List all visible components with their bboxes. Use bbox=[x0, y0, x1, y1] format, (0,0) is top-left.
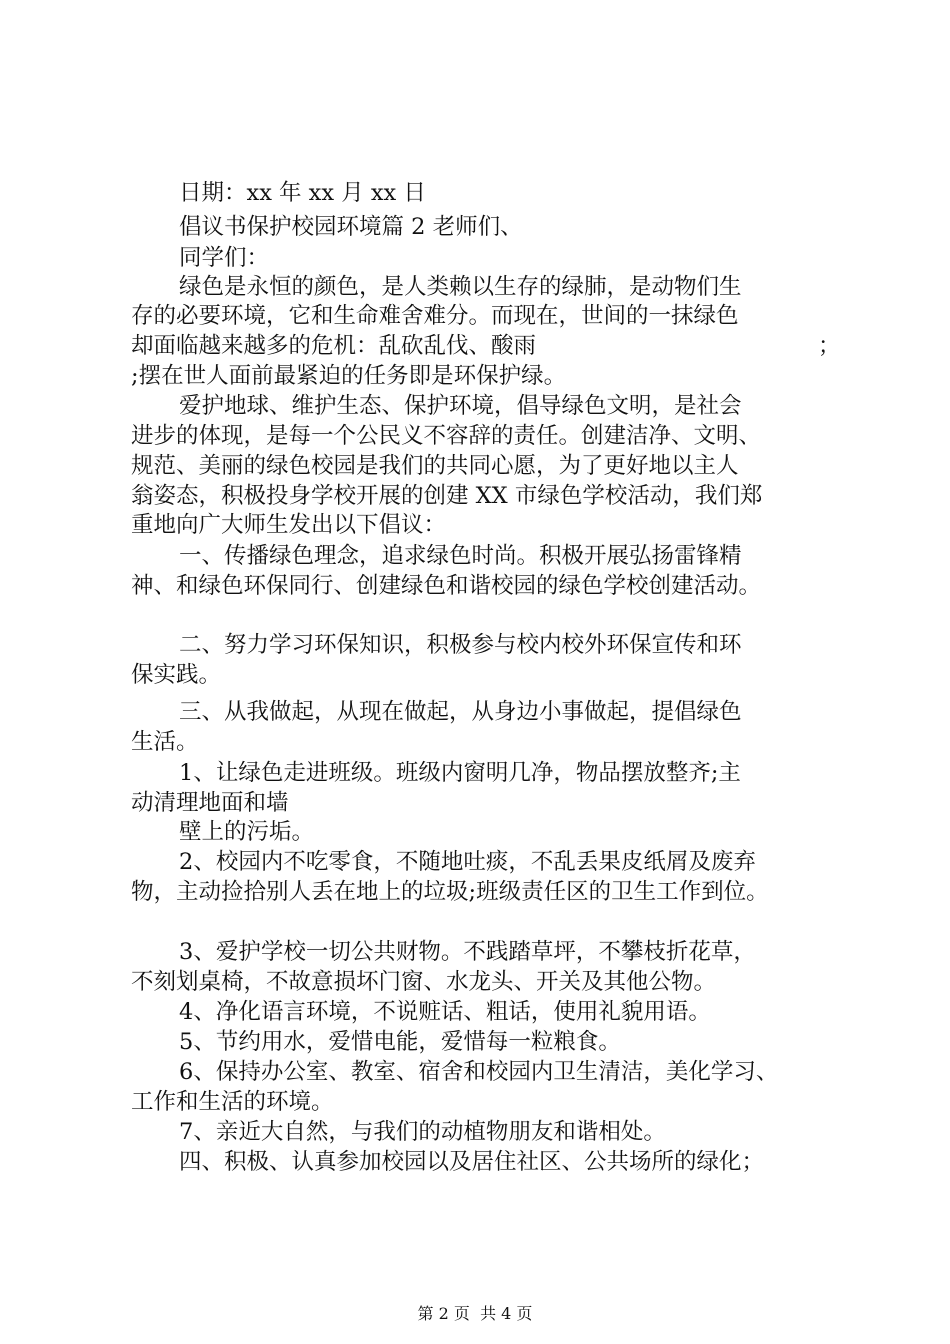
paragraph-line: 4、净化语言环境，不说赃话、粗话，使用礼貌用语。 bbox=[179, 999, 711, 1025]
paragraph-line: 5、节约用水，爱惜电能，爱惜每一粒粮食。 bbox=[179, 1029, 621, 1055]
paragraph-line: 2、校园内不吃零食，不随地吐痰，不乱丢果皮纸屑及废弃 bbox=[179, 849, 756, 875]
title-line: 倡议书保护校园环境篇 2 老师们、 bbox=[179, 214, 523, 240]
paragraph-line: 存的必要环境，它和生命难舍难分。而现在，世间的一抹绿色 bbox=[131, 303, 739, 329]
paragraph-line: 1、让绿色走进班级。班级内窗明几净，物品摆放整齐;主 bbox=[179, 760, 741, 786]
paragraph-line: 7、亲近大自然，与我们的动植物朋友和谐相处。 bbox=[179, 1119, 666, 1145]
paragraph-line: 保实践。 bbox=[131, 662, 222, 688]
paragraph-line: 规范、美丽的绿色校园是我们的共同心愿，为了更好地以主人 bbox=[131, 453, 739, 479]
paragraph-line: ； bbox=[818, 333, 841, 359]
paragraph-line: 翁姿态，积极投身学校开展的创建 XX 市绿色学校活动，我们郑 bbox=[131, 483, 763, 509]
date-line: 日期：xx 年 xx 月 xx 日 bbox=[179, 180, 426, 206]
paragraph-line: 不刻划桌椅，不故意损坏门窗、水龙头、开关及其他公物。 bbox=[131, 969, 717, 995]
paragraph-line: 四、积极、认真参加校园以及居住社区、公共场所的绿化； bbox=[179, 1149, 765, 1175]
paragraph-line: 三、从我做起，从现在做起，从身边小事做起，提倡绿色 bbox=[179, 699, 742, 725]
paragraph-line: 神、和绿色环保同行、创建绿色和谐校园的绿色学校创建活动。 bbox=[131, 573, 762, 599]
paragraph-line: 绿色是永恒的颜色，是人类赖以生存的绿肺，是动物们生 bbox=[179, 274, 742, 300]
paragraph-line: 进步的体现，是每一个公民义不容辞的责任。创建洁净、文明、 bbox=[131, 423, 762, 449]
paragraph-line: 3、爱护学校一切公共财物。不践踏草坪，不攀枝折花草， bbox=[179, 939, 756, 965]
paragraph-line: 壁上的污垢。 bbox=[179, 819, 315, 845]
paragraph-line: 一、传播绿色理念，追求绿色时尚。积极开展弘扬雷锋精 bbox=[179, 543, 742, 569]
paragraph-line: 6、保持办公室、教室、宿舍和校园内卫生清洁，美化学习、 bbox=[179, 1059, 779, 1085]
paragraph-line: 物，主动捡拾别人丢在地上的垃圾;班级责任区的卫生工作到位。 bbox=[131, 879, 769, 905]
paragraph-line: 生活。 bbox=[131, 729, 199, 755]
paragraph-line: 工作和生活的环境。 bbox=[131, 1089, 334, 1115]
paragraph-line: 重地向广大师生发出以下倡议： bbox=[131, 512, 447, 538]
salutation-line: 同学们： bbox=[179, 245, 270, 271]
paragraph-line: 二、努力学习环保知识，积极参与校内校外环保宣传和环 bbox=[179, 632, 742, 658]
paragraph-line: 爱护地球、维护生态、保护环境，倡导绿色文明，是社会 bbox=[179, 393, 742, 419]
page-number-footer: 第 2 页 共 4 页 bbox=[417, 1304, 533, 1323]
paragraph-line: 动清理地面和墙 bbox=[131, 790, 289, 816]
paragraph-line: 却面临越来越多的危机：乱砍乱伐、酸雨 bbox=[131, 333, 537, 359]
paragraph-line: ;摆在世人面前最紧迫的任务即是环保护绿。 bbox=[131, 363, 567, 389]
